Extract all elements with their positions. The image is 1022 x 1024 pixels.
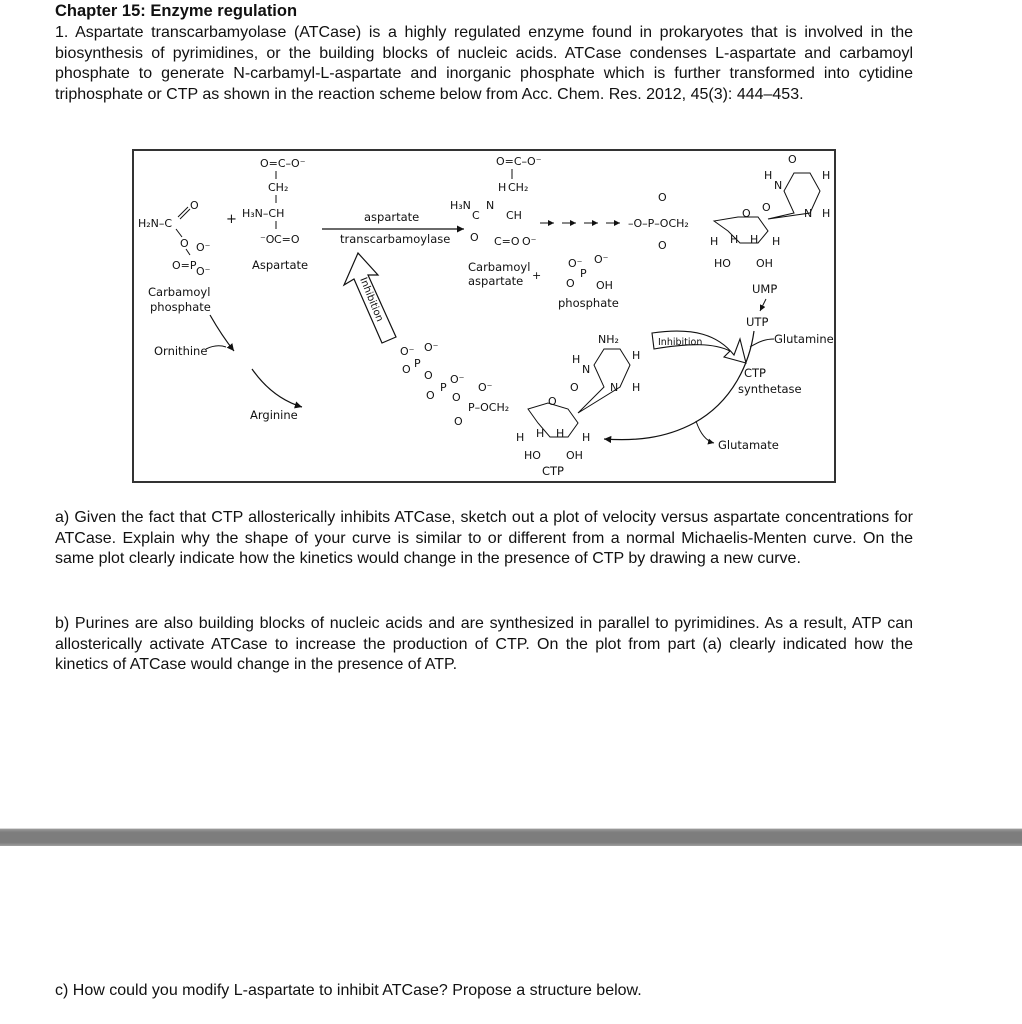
svg-text:HO: HO: [714, 257, 731, 270]
svg-text:O=P: O=P: [172, 259, 197, 272]
svg-text:O⁻: O⁻: [450, 373, 465, 386]
svg-text:CH₂: CH₂: [268, 181, 289, 194]
svg-text:H: H: [822, 207, 831, 220]
svg-text:phosphate: phosphate: [558, 296, 619, 310]
question-part-c: c) How could you modify L-aspartate to inhibit ATCase? Propose a structure below.: [55, 982, 642, 999]
svg-text:CH: CH: [506, 209, 522, 222]
svg-text:CH₂: CH₂: [508, 181, 529, 194]
svg-text:UTP: UTP: [746, 315, 769, 329]
svg-text:O: O: [470, 231, 479, 244]
svg-text:H₂N–C: H₂N–C: [138, 217, 173, 230]
svg-text:O=C–O⁻: O=C–O⁻: [260, 157, 306, 170]
phosphate-structure: [558, 253, 619, 310]
svg-text:H: H: [582, 431, 591, 444]
svg-text:O: O: [566, 277, 575, 290]
svg-text:O: O: [762, 201, 771, 214]
svg-text:P–OCH₂: P–OCH₂: [468, 401, 510, 414]
ctp-structure: [400, 333, 640, 478]
atcase-reaction-arrow: [322, 210, 464, 246]
svg-text:synthetase: synthetase: [738, 382, 802, 396]
svg-text:O⁻: O⁻: [478, 381, 493, 394]
svg-text:CTP: CTP: [744, 366, 766, 380]
svg-text:Ornithine: Ornithine: [154, 344, 208, 358]
svg-text:N: N: [486, 199, 495, 212]
question-1-intro: 1. Aspartate transcarbamyolase (ATCase) is a highly regulated enzyme found in prokaryotes that is involved in the biosynthesis of pyrimidines, or the building blocks of nucleic acids. ATCase condenses L-aspartate and carbamoyl phosphate to generate N-carbamyl-L-aspartate and inorganic phosphate which is further transformed into cytidine triphosphate or CTP as shown in the reaction scheme below from Acc. Chem. Res. 2012, 45(3): 444–453.: [55, 24, 913, 103]
svg-text:H: H: [632, 349, 641, 362]
svg-text:H: H: [764, 169, 773, 182]
svg-text:transcarbamoylase: transcarbamoylase: [340, 232, 451, 246]
svg-text:O: O: [658, 191, 667, 204]
svg-text:H: H: [710, 235, 719, 248]
svg-text:H: H: [556, 427, 565, 440]
svg-text:Carbamoyl: Carbamoyl: [468, 260, 531, 274]
svg-text:phosphate: phosphate: [150, 300, 211, 314]
question-part-a: a) Given the fact that CTP allosterically inhibits ATCase, sketch out a plot of velocity versus aspartate concentrations for ATCase. Explain why the shape of your curve is similar to or different from a normal Michaelis-Menten curve. On the same plot clearly indicate how the kinetics would change in the presence of CTP by drawing a new curve.: [55, 509, 913, 568]
svg-text:⁻O: ⁻O: [260, 233, 275, 246]
svg-text:O: O: [454, 415, 463, 428]
svg-text:O: O: [190, 199, 199, 212]
ctp-synthetase-inhibition-arrow: [652, 331, 746, 363]
svg-text:O: O: [788, 153, 797, 166]
svg-text:OH: OH: [566, 449, 583, 462]
svg-text:H: H: [572, 353, 581, 366]
svg-text:+: +: [532, 269, 542, 282]
svg-text:H: H: [822, 169, 831, 182]
svg-text:O⁻: O⁻: [196, 241, 211, 254]
svg-text:aspartate: aspartate: [468, 274, 524, 288]
svg-text:H₃N–CH: H₃N–CH: [242, 207, 285, 220]
reaction-scheme-figure: [132, 149, 836, 483]
svg-text:C=O: C=O: [494, 235, 520, 248]
svg-text:O⁻: O⁻: [400, 345, 415, 358]
svg-text:NH₂: NH₂: [598, 333, 619, 346]
svg-text:N: N: [610, 381, 619, 394]
svg-text:C=O: C=O: [274, 233, 300, 246]
svg-text:N: N: [582, 363, 591, 376]
svg-text:OH: OH: [596, 279, 613, 292]
svg-text:H: H: [632, 381, 641, 394]
svg-text:N: N: [804, 207, 813, 220]
carbamoyl-phosphate-structure: [138, 199, 211, 314]
aspartate-structure: [242, 157, 308, 272]
svg-text:O: O: [742, 207, 751, 220]
svg-text:Glutamine: Glutamine: [774, 332, 834, 346]
svg-text:Glutamate: Glutamate: [718, 438, 779, 452]
plus-sign: +: [226, 212, 237, 227]
svg-text:C: C: [472, 209, 480, 222]
ump-structure: [628, 153, 830, 329]
svg-text:N: N: [774, 179, 783, 192]
svg-text:O⁻: O⁻: [594, 253, 609, 266]
svg-text:O: O: [548, 395, 557, 408]
svg-text:Carbamoyl: Carbamoyl: [148, 285, 211, 299]
svg-text:O⁻: O⁻: [196, 265, 211, 278]
svg-text:H: H: [498, 181, 507, 194]
svg-text:Aspartate: Aspartate: [252, 258, 309, 272]
svg-text:H: H: [516, 431, 525, 444]
svg-text:H: H: [772, 235, 781, 248]
page-divider-bar: [0, 828, 1022, 846]
svg-text:P: P: [580, 267, 587, 280]
svg-text:O: O: [402, 363, 411, 376]
svg-text:O: O: [424, 369, 433, 382]
svg-text:O: O: [452, 391, 461, 404]
reaction-scheme-diagram: [134, 151, 834, 481]
svg-text:Inhibition: Inhibition: [357, 276, 385, 324]
svg-text:H: H: [750, 233, 759, 246]
svg-text:O⁻: O⁻: [568, 257, 583, 270]
svg-text:O: O: [180, 237, 189, 250]
svg-text:H₃N: H₃N: [450, 199, 471, 212]
svg-text:O=C–O⁻: O=C–O⁻: [496, 155, 542, 168]
svg-text:–O–P–OCH₂: –O–P–OCH₂: [628, 217, 689, 230]
arginine-branch: [154, 315, 302, 422]
svg-text:H: H: [730, 233, 739, 246]
svg-text:P: P: [440, 381, 447, 394]
question-part-b: b) Purines are also building blocks of nucleic acids and are synthesized in parallel to pyrimidines. As a result, ATP can allosterically activate ATCase to increase the production of CTP. On the plot from part (a) clearly indicated how the kinetics of ATCase would change in the presence of ATP.: [55, 615, 913, 674]
svg-text:O⁻: O⁻: [424, 341, 439, 354]
svg-text:OH: OH: [756, 257, 773, 270]
svg-text:CTP: CTP: [542, 464, 564, 478]
svg-text:O: O: [658, 239, 667, 252]
svg-text:O: O: [570, 381, 579, 394]
svg-text:aspartate: aspartate: [364, 210, 420, 224]
svg-text:P: P: [414, 357, 421, 370]
svg-text:HO: HO: [524, 449, 541, 462]
svg-text:O: O: [426, 389, 435, 402]
carbamoyl-aspartate-structure: [450, 155, 542, 288]
svg-text:O⁻: O⁻: [522, 235, 537, 248]
chapter-title: Chapter 15: Enzyme regulation: [55, 2, 298, 20]
svg-text:Arginine: Arginine: [250, 408, 298, 422]
svg-text:H: H: [536, 427, 545, 440]
svg-text:Inhibition: Inhibition: [658, 337, 703, 348]
svg-text:UMP: UMP: [752, 282, 778, 296]
ctp-inhibition-arrow: [344, 253, 396, 343]
